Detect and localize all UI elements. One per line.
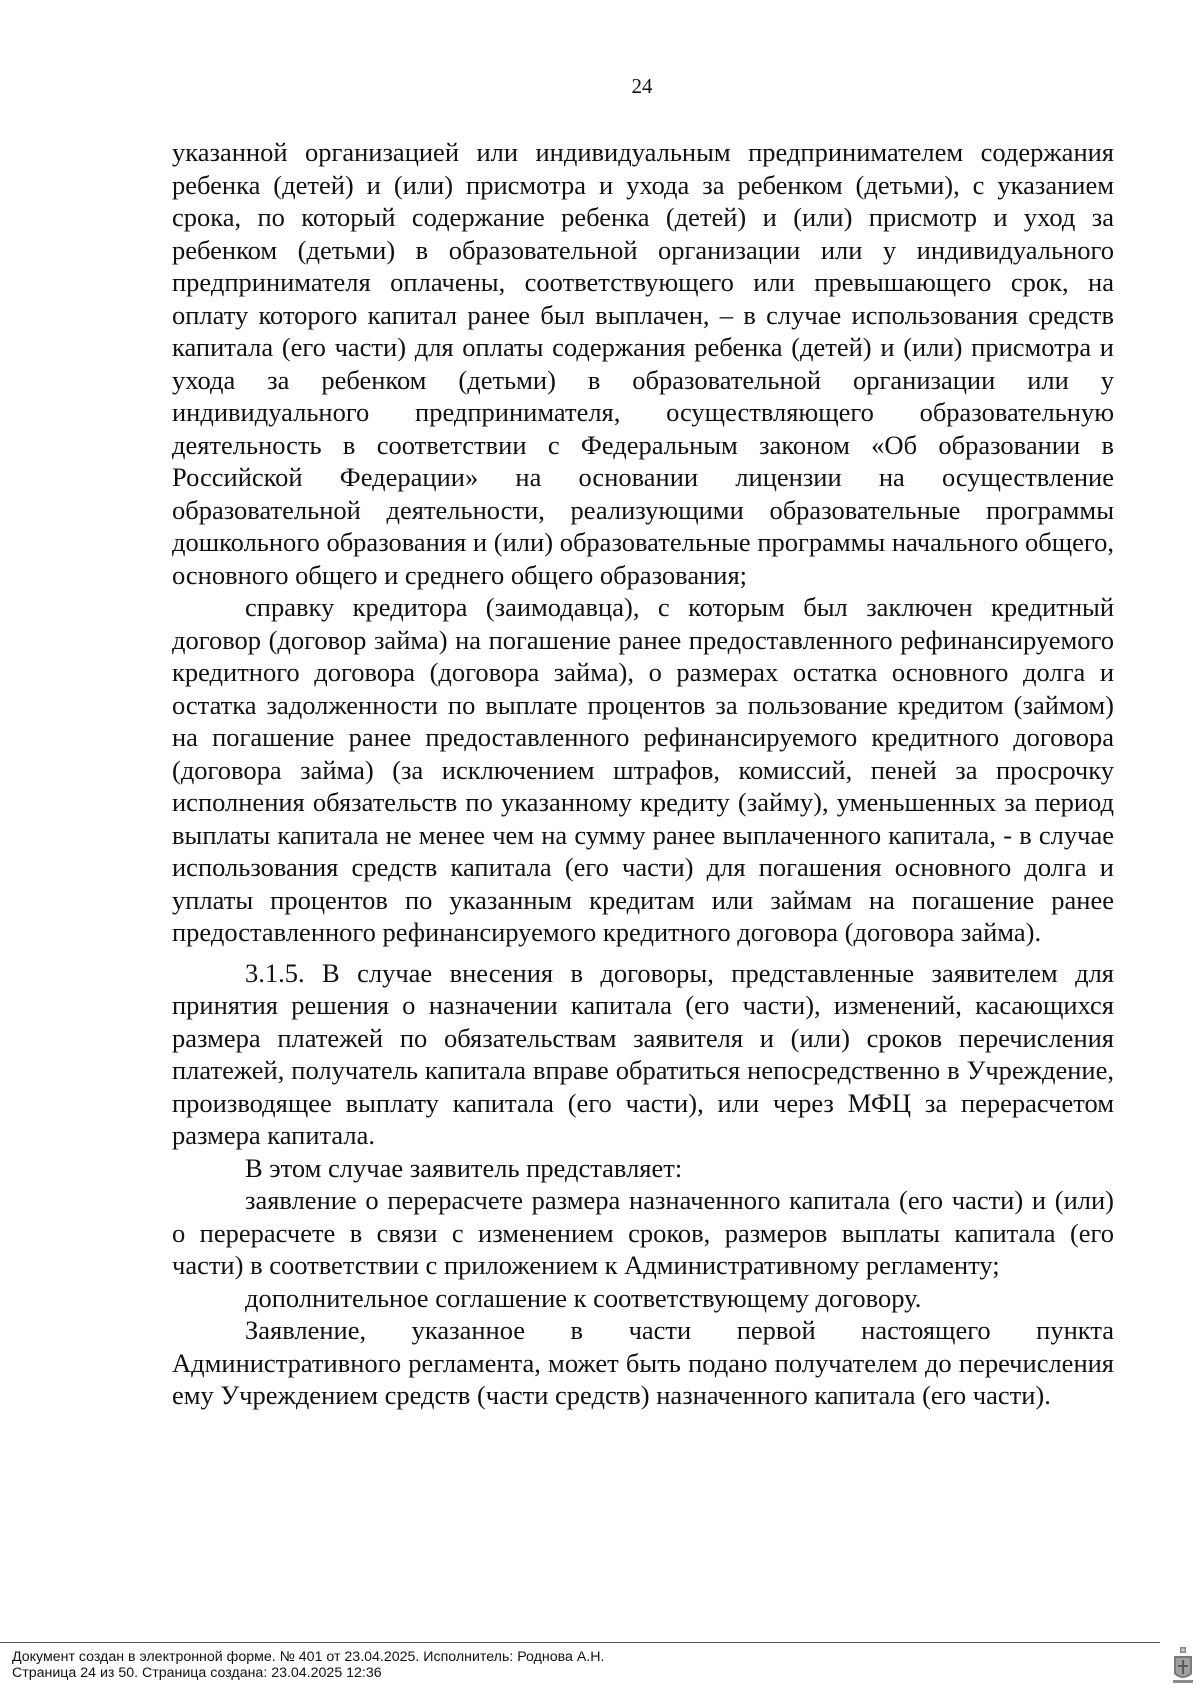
paragraph-creditor-certificate: справку кредитора (заимодавца), с которым был заключен кредитный договор (договор займа) на погашение ранее предоставленного рефинансируемого кредитного договора (договора займа), о размерах остатка основного долга и остатка задолженности по выплате процентов за пользование кредитом (займом) на погашение ранее предоставленного рефинансируемого кредитного договора (договора займа) (за исключением штрафов, комиссий, пеней за просрочку исполнения обязательств по указанному кредиту (займу), уменьшенных за период выплаты капитала не менее чем на сумму ранее выплаченного капитала, - в случае использования средств капитала (его части) для погашения основного долга и уплаты процентов по указанным кредитам или займам на погашение ранее предоставленного рефинансируемого кредитного договора (договора займа). (172, 592, 1114, 947)
coat-of-arms-icon (1172, 1646, 1194, 1684)
paragraph-recalculation-application: заявление о перерасчете размера назначенного капитала (его части) и (или) о перерасчете в связи с изменением сроков, размеров выплаты капитала (его части) в соответствии с приложением к Административному регламенту; (172, 1185, 1114, 1280)
footer-line-document-info: Документ создан в электронной форме. № 401 от 23.04.2025. Исполнитель: Роднова А.Н. (12, 1649, 605, 1665)
page-number: 24 (631, 74, 653, 98)
paragraph-section-3-1-5: 3.1.5. В случае внесения в договоры, представленные заявителем для принятия решения о назначении капитала (его части), изменений, касающихся размера платежей по обязательствам заявителя и (или) сроков перечисления платежей, получатель капитала вправе обратиться непосредственно в Учреждение, производящее выплату капитала (его части), или через МФЦ за перерасчетом размера капитала. (172, 957, 1114, 1150)
document-footer (12, 1649, 604, 1681)
paragraph-continuation: указанной организацией или индивидуальным предпринимателем содержания ребенка (детей) и (или) присмотра и ухода за ребенком (детьми), с указанием срока, по который содержание ребенка (детей) и (или) присмотр и уход за ребенком (детьми) в образовательной организации или у индивидуального предпринимателя оплачены, соответствующего или превышающего срок, на оплату которого капитал ранее был выплачен, – в случае использования средств капитала (его части) для оплаты содержания ребенка (детей) и (или) присмотра и ухода за ребенком (детьми) в образовательной организации или у индивидуального предпринимателя, осуществляющего образовательную деятельность в соответствии с Федеральным законом «Об образовании в Российской Федерации» на основании лицензии на осуществление образовательной деятельности, реализующими образовательные программы дошкольного образования и (или) образовательные программы начального общего, основного общего и среднего общего образования; (172, 137, 1114, 590)
paragraph-applicant-submits: В этом случае заявитель представляет: (245, 1152, 683, 1183)
footer-line-page-info: Страница 24 из 50. Страница создана: 23.04.2025 12:36 (12, 1665, 382, 1681)
footer-divider (0, 1642, 1160, 1643)
paragraph-application-submission: Заявление, указанное в части первой настоящего пункта Административного регламента, может быть подано получателем до перечисления ему Учреждением средств (части средств) назначенного капитала (его части). (172, 1315, 1114, 1410)
paragraph-additional-agreement: дополнительное соглашение к соответствующему договору. (245, 1282, 922, 1313)
document-body (172, 136, 1114, 1412)
